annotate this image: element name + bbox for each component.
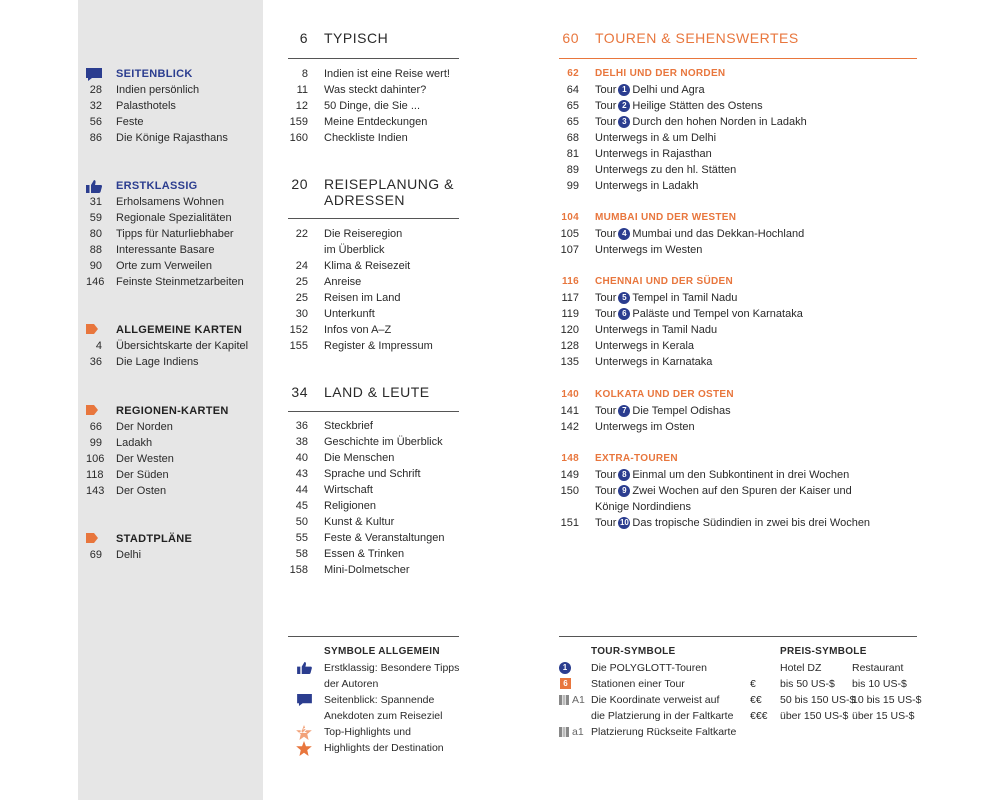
region-heading[interactable]: 140 KOLKATA UND DER OSTEN <box>561 389 734 400</box>
thumbs-up-icon <box>86 180 102 193</box>
tour-number-badge: 8 <box>618 469 630 481</box>
tour-item[interactable]: 117 Tour 5 Tempel in Tamil Nadu <box>561 292 738 304</box>
list-item[interactable]: 118 Der Süden <box>86 469 169 481</box>
list-item[interactable]: 152 Infos von A–Z <box>289 324 392 336</box>
chapter-title: TOUREN & SEHENSWERTES <box>595 30 799 46</box>
tour-number-badge: 1 <box>559 662 571 674</box>
sidebar-section-erstklassig <box>86 178 266 290</box>
list-item[interactable]: 68 Unterwegs in & um Delhi <box>566 132 717 144</box>
tour-number-badge: 4 <box>618 228 630 240</box>
list-item[interactable]: 155 Register & Impressum <box>289 340 433 352</box>
legend-text: Erstklassig: Besondere Tipps <box>324 662 460 674</box>
section-title: REGIONEN-KARTEN <box>116 405 229 417</box>
legend-title: SYMBOLE ALLGEMEIN <box>324 646 440 657</box>
map-marker-icon <box>86 533 98 543</box>
list-item[interactable]: 59 Regionale Spezialitäten <box>89 212 232 224</box>
price-row: € bis 50 US-$ bis 10 US-$ <box>750 678 907 690</box>
tour-item[interactable]: 65 Tour 2 Heilige Stätten des Ostens <box>566 100 763 112</box>
tour-item[interactable]: 65 Tour 3 Durch den hohen Norden in Ladakh <box>566 116 807 128</box>
chapter-number: 20 <box>291 176 308 192</box>
list-item[interactable]: 120 Unterwegs in Tamil Nadu <box>560 324 718 336</box>
list-item[interactable]: 56 Feste <box>89 116 144 128</box>
list-item[interactable]: 89 Unterwegs zu den hl. Stätten <box>566 164 737 176</box>
divider <box>288 58 459 59</box>
section-title: SEITENBLICK <box>116 68 193 80</box>
list-item[interactable]: 50 Kunst & Kultur <box>295 516 395 528</box>
legend-text: die Platzierung in der Faltkarte <box>591 710 734 722</box>
chapter-number: 60 <box>562 30 579 46</box>
star-number: 12 <box>299 728 307 735</box>
legend-title: TOUR-SYMBOLE <box>591 646 676 657</box>
chapter-number: 6 <box>299 30 308 46</box>
list-item[interactable]: 11 Was steckt dahinter? <box>296 84 427 96</box>
sidebar-section-seitenblick <box>86 66 266 146</box>
list-item[interactable]: 128 Unterwegs in Kerala <box>560 340 695 352</box>
region-heading[interactable]: 116 CHENNAI UND DER SÜDEN <box>561 276 733 287</box>
legend-text: Die Koordinate verweist auf <box>591 694 720 706</box>
legend-symbole-allgemein <box>288 644 488 756</box>
list-item[interactable]: 66 Der Norden <box>89 421 173 433</box>
list-item[interactable]: 4 Übersichtskarte der Kapitel <box>95 340 249 352</box>
list-item[interactable]: 90 Orte zum Verweilen <box>89 260 212 272</box>
list-item[interactable]: im Überblick <box>324 244 385 256</box>
legend-text: Anekdoten zum Reiseziel <box>324 710 443 722</box>
region-extra-touren <box>559 451 919 531</box>
list-item[interactable]: 143 Der Osten <box>86 485 167 497</box>
region-kolkata <box>559 387 919 435</box>
list-item[interactable]: 43 Sprache und Schrift <box>295 468 421 480</box>
region-delhi <box>559 66 919 194</box>
section-title: STADTPLÄNE <box>116 533 193 545</box>
tour-item[interactable]: 149 Tour 8 Einmal um den Subkontinent in drei Wochen <box>560 469 850 481</box>
sidebar-section-regionen-karten <box>86 403 266 499</box>
chapter-title-line2: ADRESSEN <box>324 192 406 208</box>
list-item[interactable]: 25 Reisen im Land <box>295 292 401 304</box>
chapter-land-leute-list <box>288 418 468 578</box>
list-item[interactable]: 106 Der Westen <box>86 453 174 465</box>
star-icon <box>296 741 312 756</box>
legend-text: Stationen einer Tour <box>591 678 685 690</box>
chapter-reiseplanung <box>288 176 468 208</box>
chapter-title: TYPISCH <box>324 30 389 46</box>
region-chennai <box>559 274 919 370</box>
list-item[interactable]: 36 Steckbrief <box>295 420 373 432</box>
divider <box>288 411 459 412</box>
region-mumbai <box>559 210 919 258</box>
tour-number-badge: 6 <box>618 308 630 320</box>
tour-item[interactable]: 141 Tour 7 Die Tempel Odishas <box>560 405 731 417</box>
list-item[interactable]: 160 Checkliste Indien <box>289 132 408 144</box>
tour-item[interactable]: 151 Tour 10 Das tropische Südindien in zwei bis drei Wochen <box>560 517 871 529</box>
list-item: Könige Nordindiens <box>595 501 692 513</box>
legend-text: der Autoren <box>324 678 379 690</box>
list-item[interactable]: 28 Indien persönlich <box>89 84 200 96</box>
list-item[interactable]: 55 Feste & Veranstaltungen <box>295 532 445 544</box>
list-item[interactable]: 99 Unterwegs in Ladakh <box>566 180 699 192</box>
tour-item[interactable]: 64 Tour 1 Delhi und Agra <box>566 84 705 96</box>
list-item[interactable]: 45 Religionen <box>295 500 376 512</box>
sidebar-section-allgemeine-karten <box>86 322 266 370</box>
list-item[interactable]: 159 Meine Entdeckungen <box>289 116 428 128</box>
legend-text: Platzierung Rückseite Faltkarte <box>591 726 737 738</box>
thumbs-up-icon <box>297 662 312 674</box>
column-header: Hotel DZ <box>780 662 822 674</box>
legend-text: Top-Highlights und <box>324 726 411 738</box>
section-title: ALLGEMEINE KARTEN <box>116 324 243 336</box>
list-item[interactable]: 25 Anreise <box>295 276 362 288</box>
list-item[interactable]: 12 50 Dinge, die Sie ... <box>295 100 421 112</box>
list-item[interactable]: 22 Die Reiseregion <box>295 228 403 240</box>
map-grid-icon <box>559 727 569 737</box>
tour-item[interactable]: 119 Tour 6 Paläste und Tempel von Karnataka <box>561 308 803 320</box>
tour-item[interactable]: 150 Tour 9 Zwei Wochen auf den Spuren der Kaiser und <box>560 485 852 497</box>
section-title: ERSTKLASSIG <box>116 180 198 192</box>
legend-text: Highlights der Destination <box>324 742 444 754</box>
tour-number-badge: 7 <box>618 405 630 417</box>
list-item[interactable]: 86 Die Könige Rajasthans <box>89 132 228 144</box>
list-item[interactable]: 88 Interessante Basare <box>89 244 215 256</box>
list-item[interactable]: 146 Feinste Steinmetzarbeiten <box>86 276 244 288</box>
list-item[interactable]: 107 Unterwegs im Westen <box>560 244 703 256</box>
column-header: Restaurant <box>852 662 904 674</box>
list-item[interactable]: 69 Delhi <box>89 549 142 561</box>
list-item[interactable]: 8 Indien ist eine Reise wert! <box>301 68 450 80</box>
chapter-touren <box>559 30 919 52</box>
tour-number-badge: 2 <box>618 100 630 112</box>
list-item[interactable]: 36 Die Lage Indiens <box>89 356 199 368</box>
divider <box>288 218 459 219</box>
region-heading[interactable]: 148 EXTRA-TOUREN <box>561 453 678 464</box>
speech-bubble-icon <box>297 694 312 706</box>
map-grid-icon <box>559 695 569 705</box>
coordinate-code: A1 <box>572 694 585 706</box>
tour-number-badge: 10 <box>619 518 629 528</box>
list-item[interactable]: 31 Erholsamens Wohnen <box>89 196 225 208</box>
chapter-title: REISEPLANUNG & <box>324 176 454 192</box>
list-item[interactable]: 81 Unterwegs in Rajasthan <box>566 148 712 160</box>
coordinate-code: a1 <box>572 726 584 738</box>
sidebar-section-stadtplaene <box>86 531 266 563</box>
list-item[interactable]: 135 Unterwegs in Karnataka <box>560 356 713 368</box>
list-item[interactable]: 40 Die Menschen <box>295 452 395 464</box>
map-marker-icon <box>86 405 98 415</box>
divider <box>559 58 917 59</box>
tour-number-badge: 5 <box>618 292 630 304</box>
price-row: €€€ über 150 US-$ über 15 US-$ <box>750 710 915 722</box>
list-item[interactable]: 32 Palasthotels <box>89 100 176 112</box>
list-item[interactable]: 30 Unterkunft <box>295 308 375 320</box>
region-heading[interactable]: 104 MUMBAI UND DER WESTEN <box>561 212 737 223</box>
tour-item[interactable]: 105 Tour 4 Mumbai und das Dekkan-Hochland <box>560 228 805 240</box>
legend-text: Die POLYGLOTT-Touren <box>591 662 707 674</box>
chapter-typisch <box>288 30 460 52</box>
legend-tour-symbole <box>559 644 759 740</box>
list-item[interactable]: 24 Klima & Reisezeit <box>295 260 411 272</box>
chapter-typisch-list <box>288 66 468 146</box>
map-marker-icon <box>86 324 98 334</box>
list-item[interactable]: 142 Unterwegs im Osten <box>560 421 695 433</box>
legend-text: Seitenblick: Spannende <box>324 694 435 706</box>
list-item[interactable]: 99 Ladakh <box>89 437 153 449</box>
list-item[interactable]: 58 Essen & Trinken <box>295 548 405 560</box>
divider <box>559 636 917 637</box>
divider <box>288 636 459 637</box>
station-square: 6 <box>560 678 571 689</box>
tour-number-badge: 9 <box>618 485 630 497</box>
legend-title: PREIS-SYMBOLE <box>780 646 867 657</box>
chapter-land-leute <box>288 384 468 406</box>
chapter-number: 34 <box>291 384 308 400</box>
price-row: €€ 50 bis 150 US-$ 10 bis 15 US-$ <box>750 694 922 706</box>
tour-number-badge: 1 <box>618 84 630 96</box>
tour-number-badge: 3 <box>618 116 630 128</box>
speech-bubble-icon <box>86 68 102 81</box>
chapter-reiseplanung-list <box>288 226 468 354</box>
list-item[interactable]: 44 Wirtschaft <box>295 484 373 496</box>
list-item[interactable]: 80 Tipps für Naturliebhaber <box>89 228 234 240</box>
legend-preis-symbole <box>750 644 920 724</box>
list-item[interactable]: 38 Geschichte im Überblick <box>295 436 443 448</box>
region-heading[interactable]: 62 DELHI UND DER NORDEN <box>567 68 726 79</box>
list-item[interactable]: 158 Mini-Dolmetscher <box>289 564 410 576</box>
chapter-title: LAND & LEUTE <box>324 384 430 400</box>
